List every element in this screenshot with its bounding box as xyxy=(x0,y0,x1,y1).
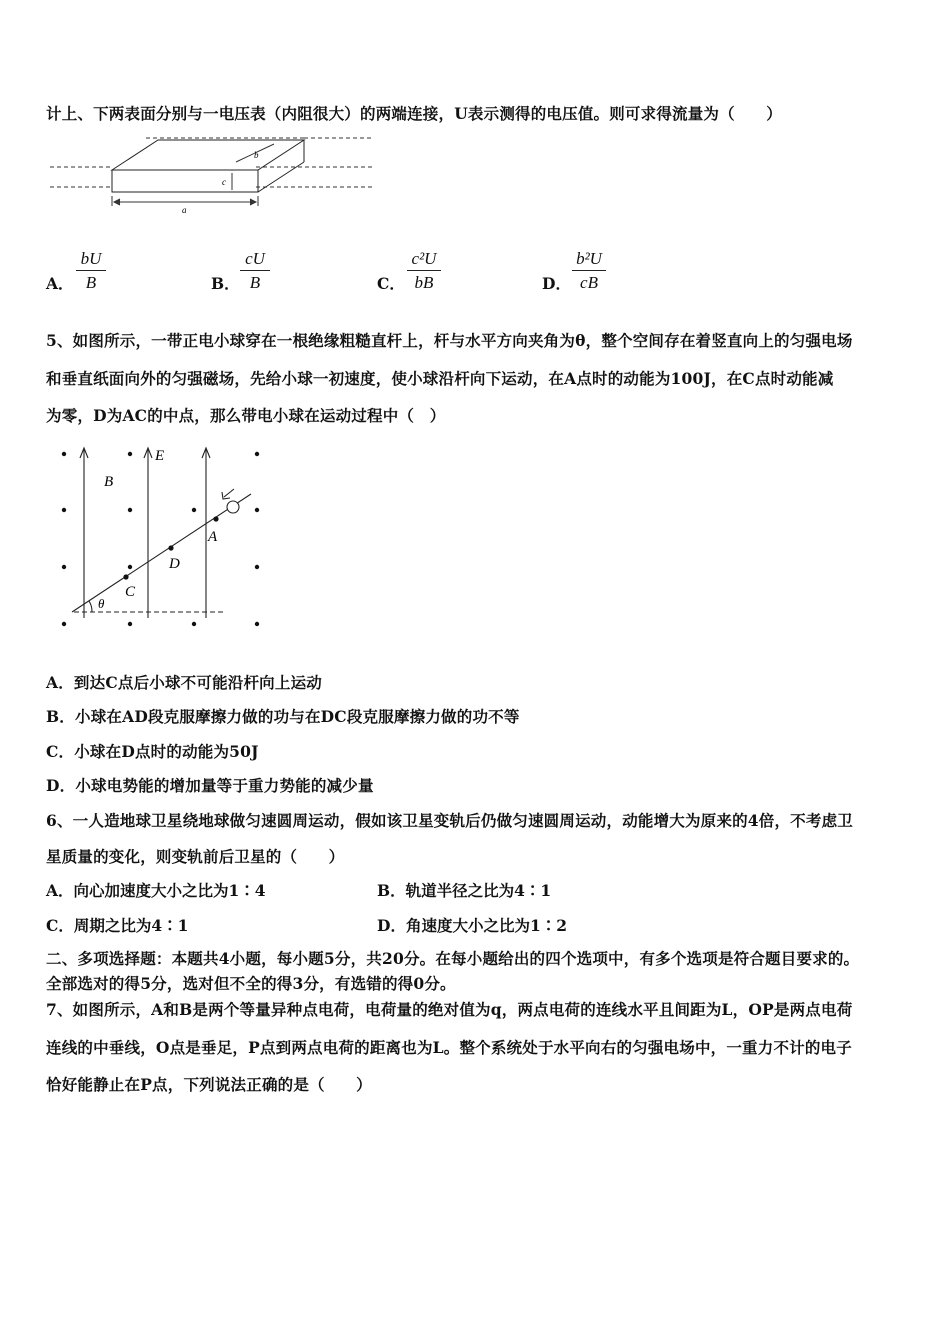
q4-option-d-fraction xyxy=(572,249,606,293)
q5-option-c: C．小球在D点时的动能为50J xyxy=(46,742,259,761)
q4-option-b-num: cU xyxy=(240,249,270,271)
q5-label-C: C xyxy=(125,584,136,600)
q4-stem-tail: 计上、下两表面分别与一电压表（内阻很大）的两端连接，U表示测得的电压值。则可求得流量为（ ） xyxy=(46,104,782,123)
q4-figure xyxy=(46,130,376,215)
q6-option-b: B．轨道半径之比为4∶1 xyxy=(377,881,552,900)
q5-label-theta: θ xyxy=(98,596,105,611)
q5-label-E: E xyxy=(155,448,165,464)
q4-option-c-label: C． xyxy=(377,274,405,293)
section2-line2: 全部选对的得5分，选对但不全的得3分，有选错的得0分。 xyxy=(46,974,456,993)
q7-stem-line3: 恰好能静止在P点，下列说法正确的是（ ） xyxy=(46,1075,372,1094)
q4-option-d-den: cB xyxy=(580,273,598,292)
q5-option-d: D．小球电势能的增加量等于重力势能的减少量 xyxy=(46,776,374,795)
q5-stem-line1: 5、如图所示，一带正电小球穿在一根绝缘粗糙直杆上，杆与水平方向夹角为θ，整个空间存在着竖直向上的匀强电场 xyxy=(46,331,853,350)
q6-stem-line2: 星质量的变化，则变轨前后卫星的（ ） xyxy=(46,847,345,866)
q4-option-a-num: bU xyxy=(76,249,106,271)
q5-option-b: B．小球在AD段克服摩擦力做的功与在DC段克服摩擦力做的功不等 xyxy=(46,707,520,726)
section2-line1: 二、多项选择题：本题共4小题，每小题5分，共20分。在每小题给出的四个选项中，有多个选项是符合题目要求的。 xyxy=(46,949,860,968)
q4-label-b: b xyxy=(254,150,259,160)
q5-label-A: A xyxy=(208,529,218,545)
q4-option-b-fraction xyxy=(240,249,270,293)
q4-option-d-label: D． xyxy=(542,274,571,293)
q6-option-a: A．向心加速度大小之比为1∶4 xyxy=(46,881,266,900)
q4-label-a: a xyxy=(182,205,187,215)
q4-label-c: c xyxy=(222,177,226,187)
q4-option-a-label: A． xyxy=(46,274,74,293)
q4-option-b-label: B． xyxy=(211,274,240,293)
q4-option-a-den: B xyxy=(85,273,97,292)
q5-label-D: D xyxy=(169,556,180,572)
q5-label-B: B xyxy=(104,474,114,490)
q4-option-c-num: c²U xyxy=(407,249,441,271)
q6-option-c: C．周期之比为4∶1 xyxy=(46,916,189,935)
q7-stem-line1: 7、如图所示，A和B是两个等量异种点电荷，电荷量的绝对值为q，两点电荷的连线水平且间距为L，OP是两点电荷 xyxy=(46,1000,853,1019)
q5-stem-line2: 和垂直纸面向外的匀强磁场，先给小球一初速度，使小球沿杆向下运动，在A点时的动能为100J，在C点时动能减 xyxy=(46,369,834,388)
q4-option-d-num: b²U xyxy=(572,249,606,271)
q6-option-d: D．角速度大小之比为1∶2 xyxy=(377,916,568,935)
q4-option-a-fraction xyxy=(76,249,106,293)
q4-option-c-den: bB xyxy=(414,273,434,292)
q5-option-a: A．到达C点后小球不可能沿杆向上运动 xyxy=(46,673,322,692)
q4-option-b-den: B xyxy=(249,273,261,292)
q5-stem-line3: 为零，D为AC的中点，那么带电小球在运动过程中（ ） xyxy=(46,406,446,425)
q4-option-c-fraction xyxy=(407,249,441,293)
q7-stem-line2: 连线的中垂线，O点是垂足，P点到两点电荷的距离也为L。整个系统处于水平向右的匀强电场中，一重力不计的电子 xyxy=(46,1038,852,1057)
q6-stem-line1: 6、一人造地球卫星绕地球做匀速圆周运动，假如该卫星变轨后仍做匀速圆周运动，动能增大为原来的4倍，不考虑卫 xyxy=(46,811,853,830)
q5-figure xyxy=(46,440,276,640)
